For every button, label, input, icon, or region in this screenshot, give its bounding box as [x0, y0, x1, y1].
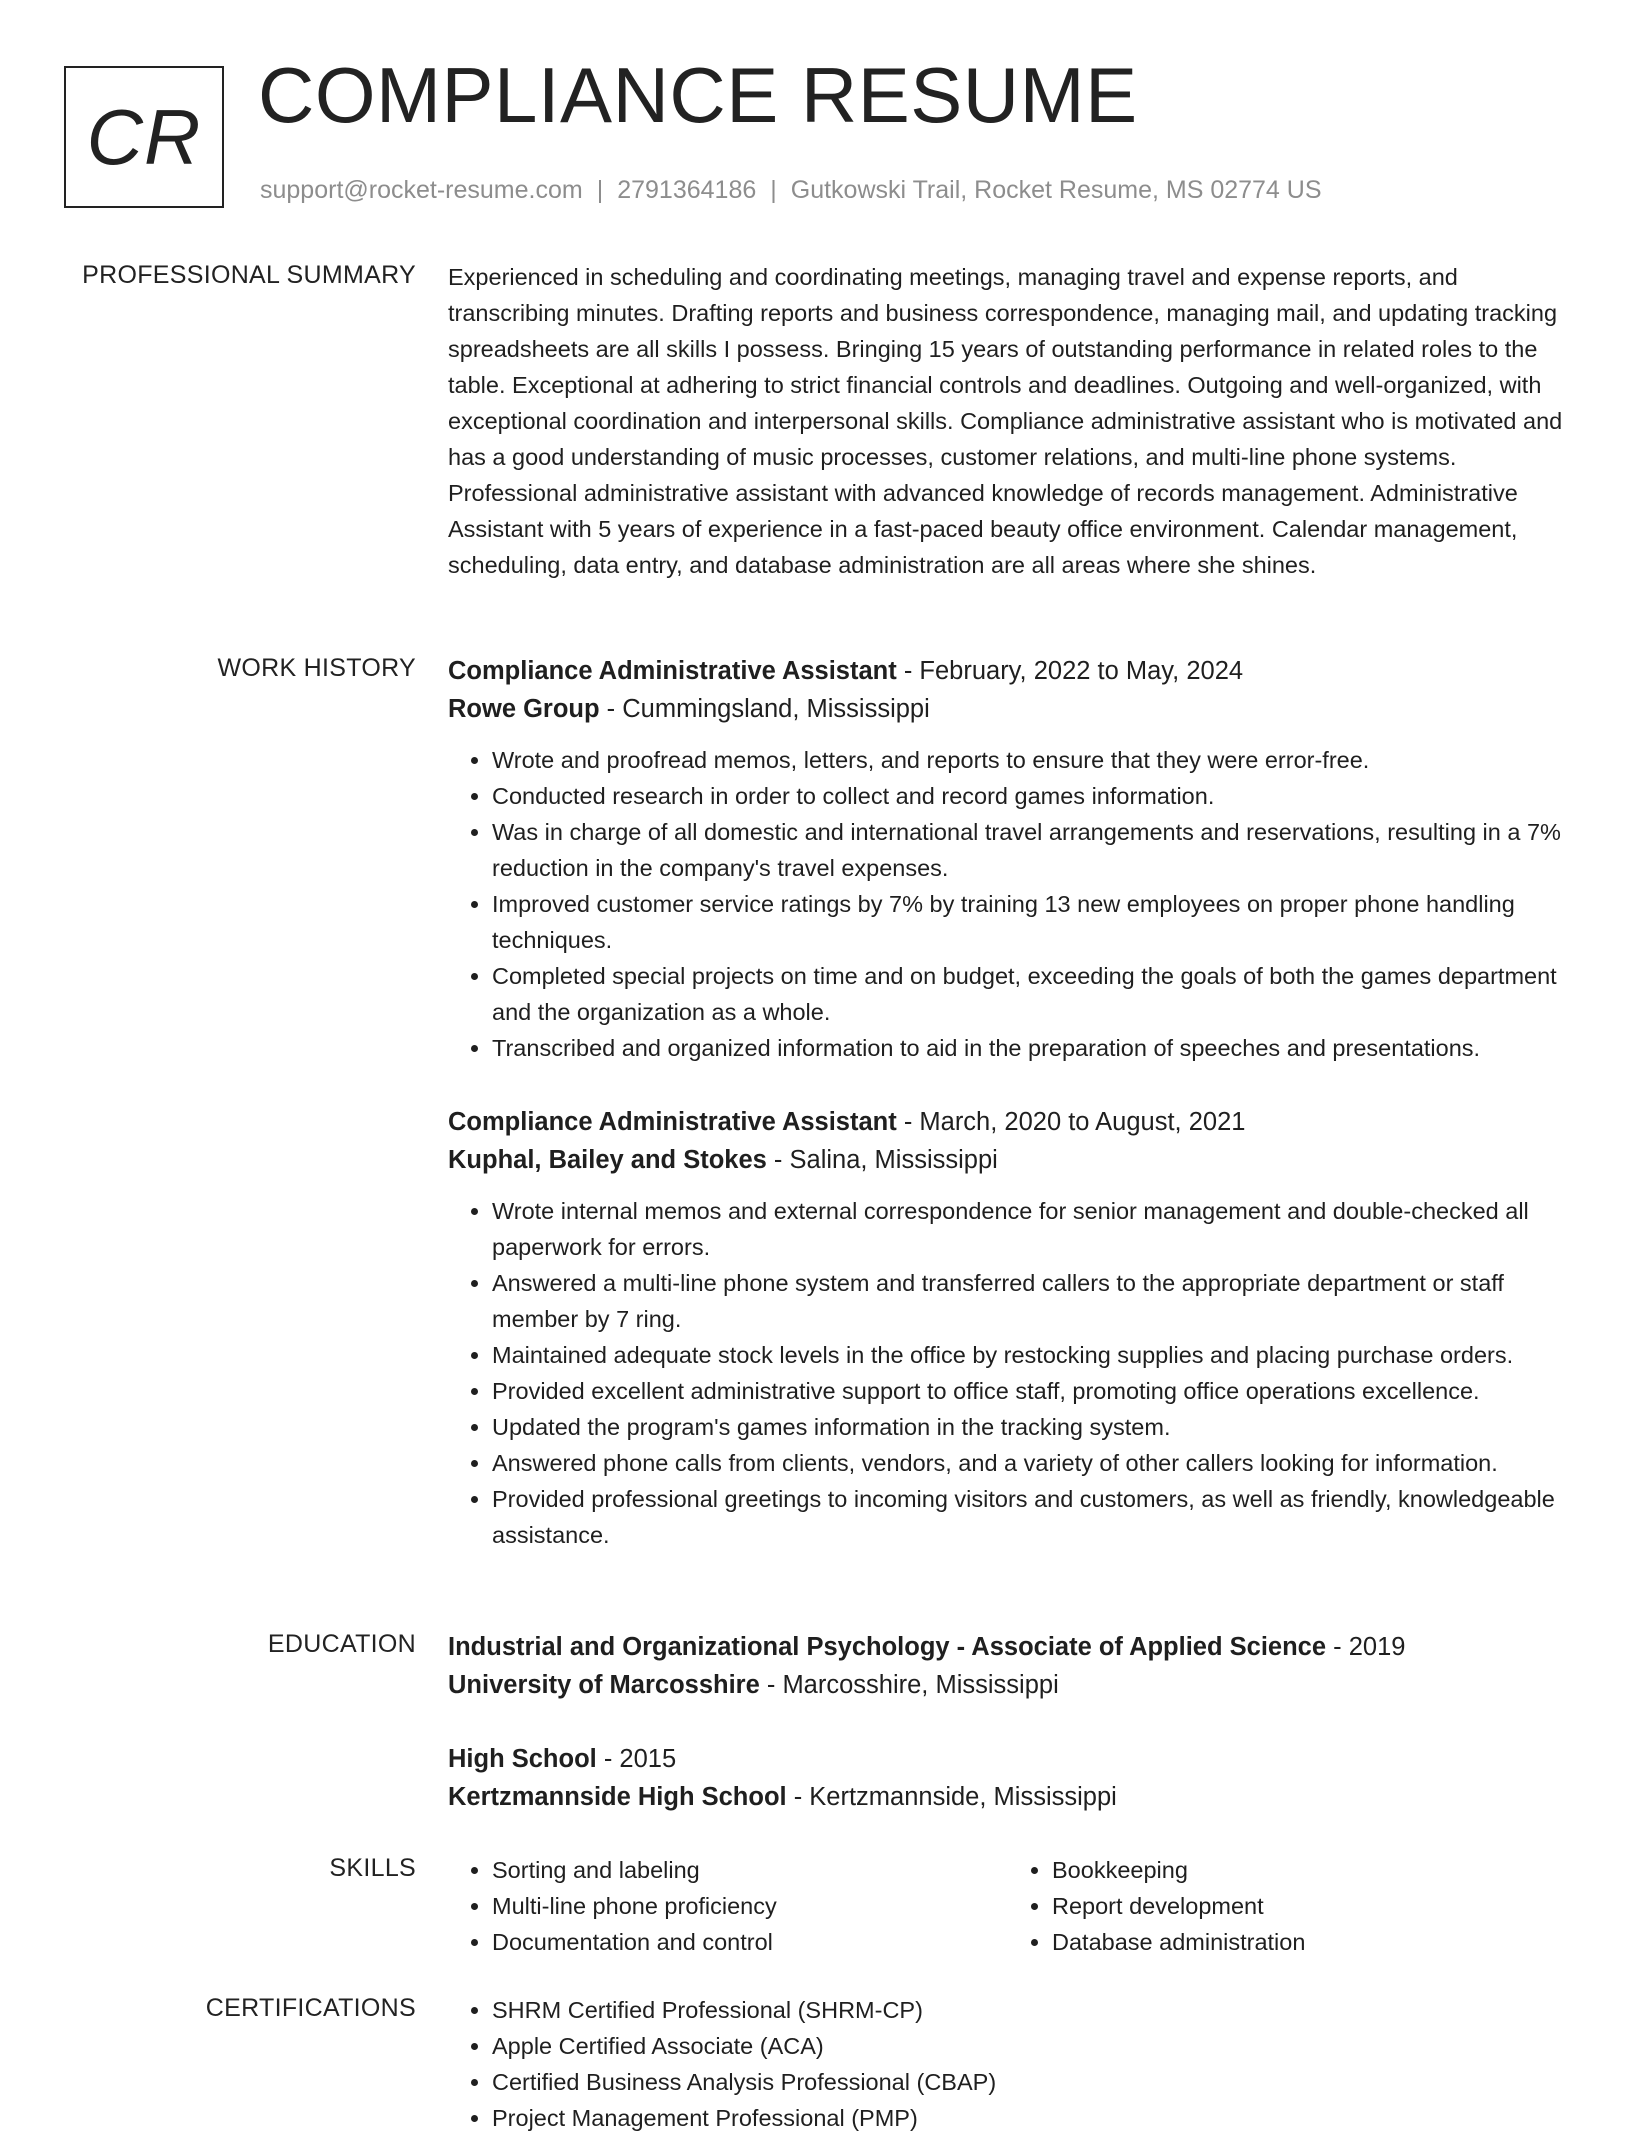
degree: Industrial and Organizational Psychology - Associate of Applied Science	[448, 1633, 1327, 1661]
job-bullet: • Was in charge of all domestic and international travel arrangements and reservations, resulting in a 7% reduction in the company's travel expenses.	[492, 814, 1568, 886]
job-company-line	[448, 1141, 1568, 1179]
work-content	[448, 1103, 1568, 1553]
degree-year: - 2015	[596, 1745, 677, 1773]
job-bullet: • Wrote internal memos and external correspondence for senior management and double-checked all paperwork for errors.	[492, 1193, 1568, 1265]
section-label-certifications: CERTIFICATIONS	[205, 1994, 416, 2022]
job-bullet: • Transcribed and organized information to aid in the preparation of speeches and presentations.	[492, 1030, 1568, 1066]
contact-separator: |	[770, 176, 777, 204]
education-entry	[448, 1740, 1568, 1816]
section-label-summary: PROFESSIONAL SUMMARY	[82, 261, 416, 289]
job-bullet: • Completed special projects on time and on budget, exceeding the goals of both the games department and the organization as a whole.	[492, 958, 1568, 1030]
education-content	[448, 1740, 1568, 1816]
school: Kertzmannside High School	[448, 1783, 787, 1811]
resume-title: COMPLIANCE RESUME	[258, 51, 1138, 139]
job-location: - Salina, Mississippi	[766, 1146, 998, 1174]
education-entry	[448, 1628, 1568, 1704]
job-bullet: • Wrote and proofread memos, letters, and reports to ensure that they were error-free.	[492, 742, 1568, 778]
contact-address: Gutkowski Trail, Rocket Resume, MS 02774 US	[790, 176, 1322, 204]
school-line	[448, 1666, 1568, 1704]
degree-line	[448, 1740, 1568, 1778]
job-title-line	[448, 652, 1568, 690]
job-entry	[448, 652, 1568, 1066]
skill-item: • Sorting and labeling	[492, 1852, 1008, 1888]
skills-list-right	[1008, 1852, 1568, 1960]
skill-item: • Bookkeeping	[1052, 1852, 1568, 1888]
job-company: Kuphal, Bailey and Stokes	[448, 1146, 767, 1174]
school-line	[448, 1778, 1568, 1816]
contact-phone[interactable]: 2791364186	[617, 176, 757, 204]
job-bullet: • Improved customer service ratings by 7% by training 13 new employees on proper phone handling techniques.	[492, 886, 1568, 958]
certification-item: • Certified Business Analysis Professional (CBAP)	[492, 2064, 1568, 2100]
certifications-list	[448, 1992, 1568, 2136]
job-title: Compliance Administrative Assistant	[448, 657, 897, 685]
school-location: - Kertzmannside, Mississippi	[786, 1783, 1117, 1811]
contact-separator: |	[596, 176, 604, 204]
monogram-logo: CR	[64, 66, 224, 208]
job-bullet: • Answered a multi-line phone system and transferred callers to the appropriate department or staff member by 7 ring.	[492, 1265, 1568, 1337]
certifications-content	[448, 1992, 1568, 2136]
contact-line	[260, 176, 1322, 205]
skill-item: • Database administration	[1052, 1924, 1568, 1960]
job-bullet: • Provided excellent administrative support to office staff, promoting office operations excellence.	[492, 1373, 1568, 1409]
job-title-line	[448, 1103, 1568, 1141]
certification-item: • Apple Certified Associate (ACA)	[492, 2028, 1568, 2064]
job-bullet: • Updated the program's games information in the tracking system.	[492, 1409, 1568, 1445]
job-bullet: • Provided professional greetings to incoming visitors and customers, as well as friendly, knowledgeable assistance.	[492, 1481, 1568, 1553]
summary-content	[448, 259, 1568, 583]
skill-item: • Documentation and control	[492, 1924, 1008, 1960]
summary-text: Experienced in scheduling and coordinating meetings, managing travel and expense reports, and transcribing minutes. Drafting reports and business correspondence, managing mail, and updating tracking spreadsheets are all skills I possess. Bringing 15 years of outstanding performance in related roles to the table. Exceptional at adhering to strict financial controls and deadlines. Outgoing and well-organized, with exceptional coordination and interpersonal skills. Compliance administrative assistant who is motivated and has a good understanding of music processes, customer relations, and multi-line phone systems. Professional administrative assistant with advanced knowledge of records management. Administrative Assistant with 5 years of experience in a fast-paced beauty office environment. Calendar management, scheduling, data entry, and database administration are all areas where she shines.	[448, 264, 1563, 578]
job-entry	[448, 1103, 1568, 1553]
section-label-skills: SKILLS	[329, 1854, 416, 1882]
skill-item: • Report development	[1052, 1888, 1568, 1924]
job-bullet: • Conducted research in order to collect and record games information.	[492, 778, 1568, 814]
skill-item: • Multi-line phone proficiency	[492, 1888, 1008, 1924]
job-company-line	[448, 690, 1568, 728]
section-label-education: EDUCATION	[267, 1630, 416, 1658]
skills-content	[448, 1852, 1568, 1960]
job-bullets	[448, 1193, 1568, 1553]
job-bullet: • Answered phone calls from clients, vendors, and a variety of other callers looking for information.	[492, 1445, 1568, 1481]
job-title: Compliance Administrative Assistant	[448, 1108, 897, 1136]
certification-item: • SHRM Certified Professional (SHRM-CP)	[492, 1992, 1568, 2028]
job-dates: - March, 2020 to August, 2021	[896, 1108, 1246, 1136]
job-bullets	[448, 742, 1568, 1066]
school-location: - Marcosshire, Mississippi	[759, 1671, 1059, 1699]
degree: High School	[448, 1745, 597, 1773]
education-content	[448, 1628, 1568, 1704]
work-content	[448, 652, 1568, 1066]
job-company: Rowe Group	[448, 695, 600, 723]
section-label-work-history: WORK HISTORY	[217, 654, 416, 682]
skills-list-left	[448, 1852, 1008, 1960]
school: University of Marcosshire	[448, 1671, 760, 1699]
degree-year: - 2019	[1326, 1633, 1406, 1661]
certification-item: • Project Management Professional (PMP)	[492, 2100, 1568, 2136]
job-bullet: • Maintained adequate stock levels in the office by restocking supplies and placing purchase orders.	[492, 1337, 1568, 1373]
degree-line	[448, 1628, 1568, 1666]
job-location: - Cummingsland, Mississippi	[599, 695, 930, 723]
contact-email[interactable]: support@rocket-resume.com	[260, 176, 583, 204]
job-dates: - February, 2022 to May, 2024	[896, 657, 1244, 685]
